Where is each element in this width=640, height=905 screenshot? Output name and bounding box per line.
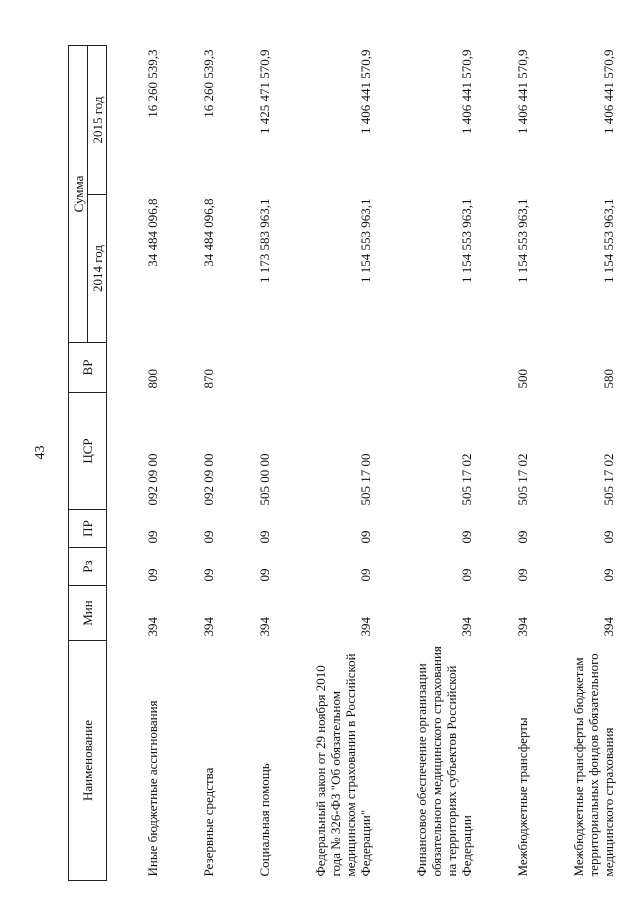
header-min: Мин <box>69 586 107 641</box>
row-pr: 09 <box>257 530 272 544</box>
header-rz: Рз <box>69 548 107 586</box>
row-2014: 1 154 553 963,1 <box>601 198 616 283</box>
row-pr: 09 <box>601 530 616 544</box>
row-rz: 09 <box>358 568 373 582</box>
header-pr: ПР <box>69 510 107 548</box>
row-pr: 09 <box>515 530 530 544</box>
row-min: 394 <box>358 617 373 637</box>
row-2014: 1 154 553 963,1 <box>459 198 474 283</box>
row-2014: 34 484 096,8 <box>145 198 160 267</box>
rotated-page <box>28 0 640 905</box>
row-min: 394 <box>257 617 272 637</box>
row-min: 394 <box>459 617 474 637</box>
row-2015: 1 406 441 570,9 <box>358 49 373 134</box>
header-csr: ЦСР <box>69 393 107 510</box>
row-rz: 09 <box>515 568 530 582</box>
row-2014: 34 484 096,8 <box>201 198 216 267</box>
row-pr: 09 <box>201 530 216 544</box>
row-min: 394 <box>145 617 160 637</box>
row-vr <box>414 343 477 393</box>
spacer-row <box>107 46 146 881</box>
row-rz: 09 <box>459 568 474 582</box>
row-min: 394 <box>201 617 216 637</box>
row-csr: 505 17 02 <box>515 453 530 506</box>
row-vr: 580 <box>601 369 616 389</box>
row-vr: 870 <box>201 369 216 389</box>
header-row-top <box>69 46 88 881</box>
row-name: Федеральный закон от 29 ноября 2010 года № 326-ФЗ "Об обязательном медицинском страховании в Российской Федерации" <box>313 653 373 877</box>
row-csr: 092 09 00 <box>145 453 160 506</box>
table-row <box>313 46 376 881</box>
header-sum: Сумма <box>69 46 88 343</box>
row-pr: 09 <box>459 530 474 544</box>
header-name: Наименование <box>69 641 107 881</box>
row-2015: 1 406 441 570,9 <box>459 49 474 134</box>
row-vr <box>313 343 376 393</box>
spacer-row <box>477 46 515 881</box>
row-2014: 1 173 583 963,1 <box>257 198 272 283</box>
row-min: 394 <box>515 617 530 637</box>
spacer-row <box>275 46 313 881</box>
budget-table <box>68 45 619 881</box>
spacer-row <box>163 46 201 881</box>
row-rz: 09 <box>201 568 216 582</box>
row-rz: 09 <box>601 568 616 582</box>
table-row <box>145 46 163 881</box>
row-min: 394 <box>601 617 616 637</box>
page-number: 43 <box>33 445 48 460</box>
row-pr: 09 <box>145 530 160 544</box>
row-csr: 505 17 02 <box>459 453 474 506</box>
spacer-row <box>533 46 571 881</box>
row-2015: 1 425 471 570,9 <box>257 49 272 134</box>
row-name: Межбюджетные трансферты <box>515 717 530 877</box>
table-row <box>201 46 219 881</box>
spacer-row <box>219 46 257 881</box>
row-vr: 500 <box>515 369 530 389</box>
header-vr: ВР <box>69 343 107 393</box>
row-2014: 1 154 553 963,1 <box>358 198 373 283</box>
row-csr: 505 17 00 <box>358 453 373 506</box>
row-2015: 16 260 539,3 <box>145 49 160 118</box>
header-2015: 2015 год <box>88 46 107 195</box>
row-vr <box>257 343 275 393</box>
row-name: Межбюджетные трансферты бюджетам территориальных фондов обязательного медицинского страхования <box>571 653 616 877</box>
row-csr: 505 17 02 <box>601 453 616 506</box>
header-2014: 2014 год <box>88 195 107 343</box>
row-2014: 1 154 553 963,1 <box>515 198 530 283</box>
table-row <box>414 46 477 881</box>
spacer-row <box>376 46 414 881</box>
row-pr: 09 <box>358 530 373 544</box>
row-2015: 1 406 441 570,9 <box>601 49 616 134</box>
row-vr: 800 <box>145 369 160 389</box>
row-name: Социальная помощь <box>257 763 272 877</box>
row-name: Финансовое обеспечение организации обязательного медицинского страхования на территориях субъектов Российской Федерации <box>414 646 474 877</box>
row-2015: 16 260 539,3 <box>201 49 216 118</box>
row-csr: 092 09 00 <box>201 453 216 506</box>
table-row <box>571 46 619 881</box>
row-name: Иные бюджетные ассигнования <box>145 700 160 877</box>
table-row <box>257 46 275 881</box>
row-csr: 505 00 00 <box>257 453 272 506</box>
row-2015: 1 406 441 570,9 <box>515 49 530 134</box>
table-row <box>515 46 533 881</box>
row-rz: 09 <box>257 568 272 582</box>
row-name: Резервные средства <box>201 767 216 877</box>
row-rz: 09 <box>145 568 160 582</box>
